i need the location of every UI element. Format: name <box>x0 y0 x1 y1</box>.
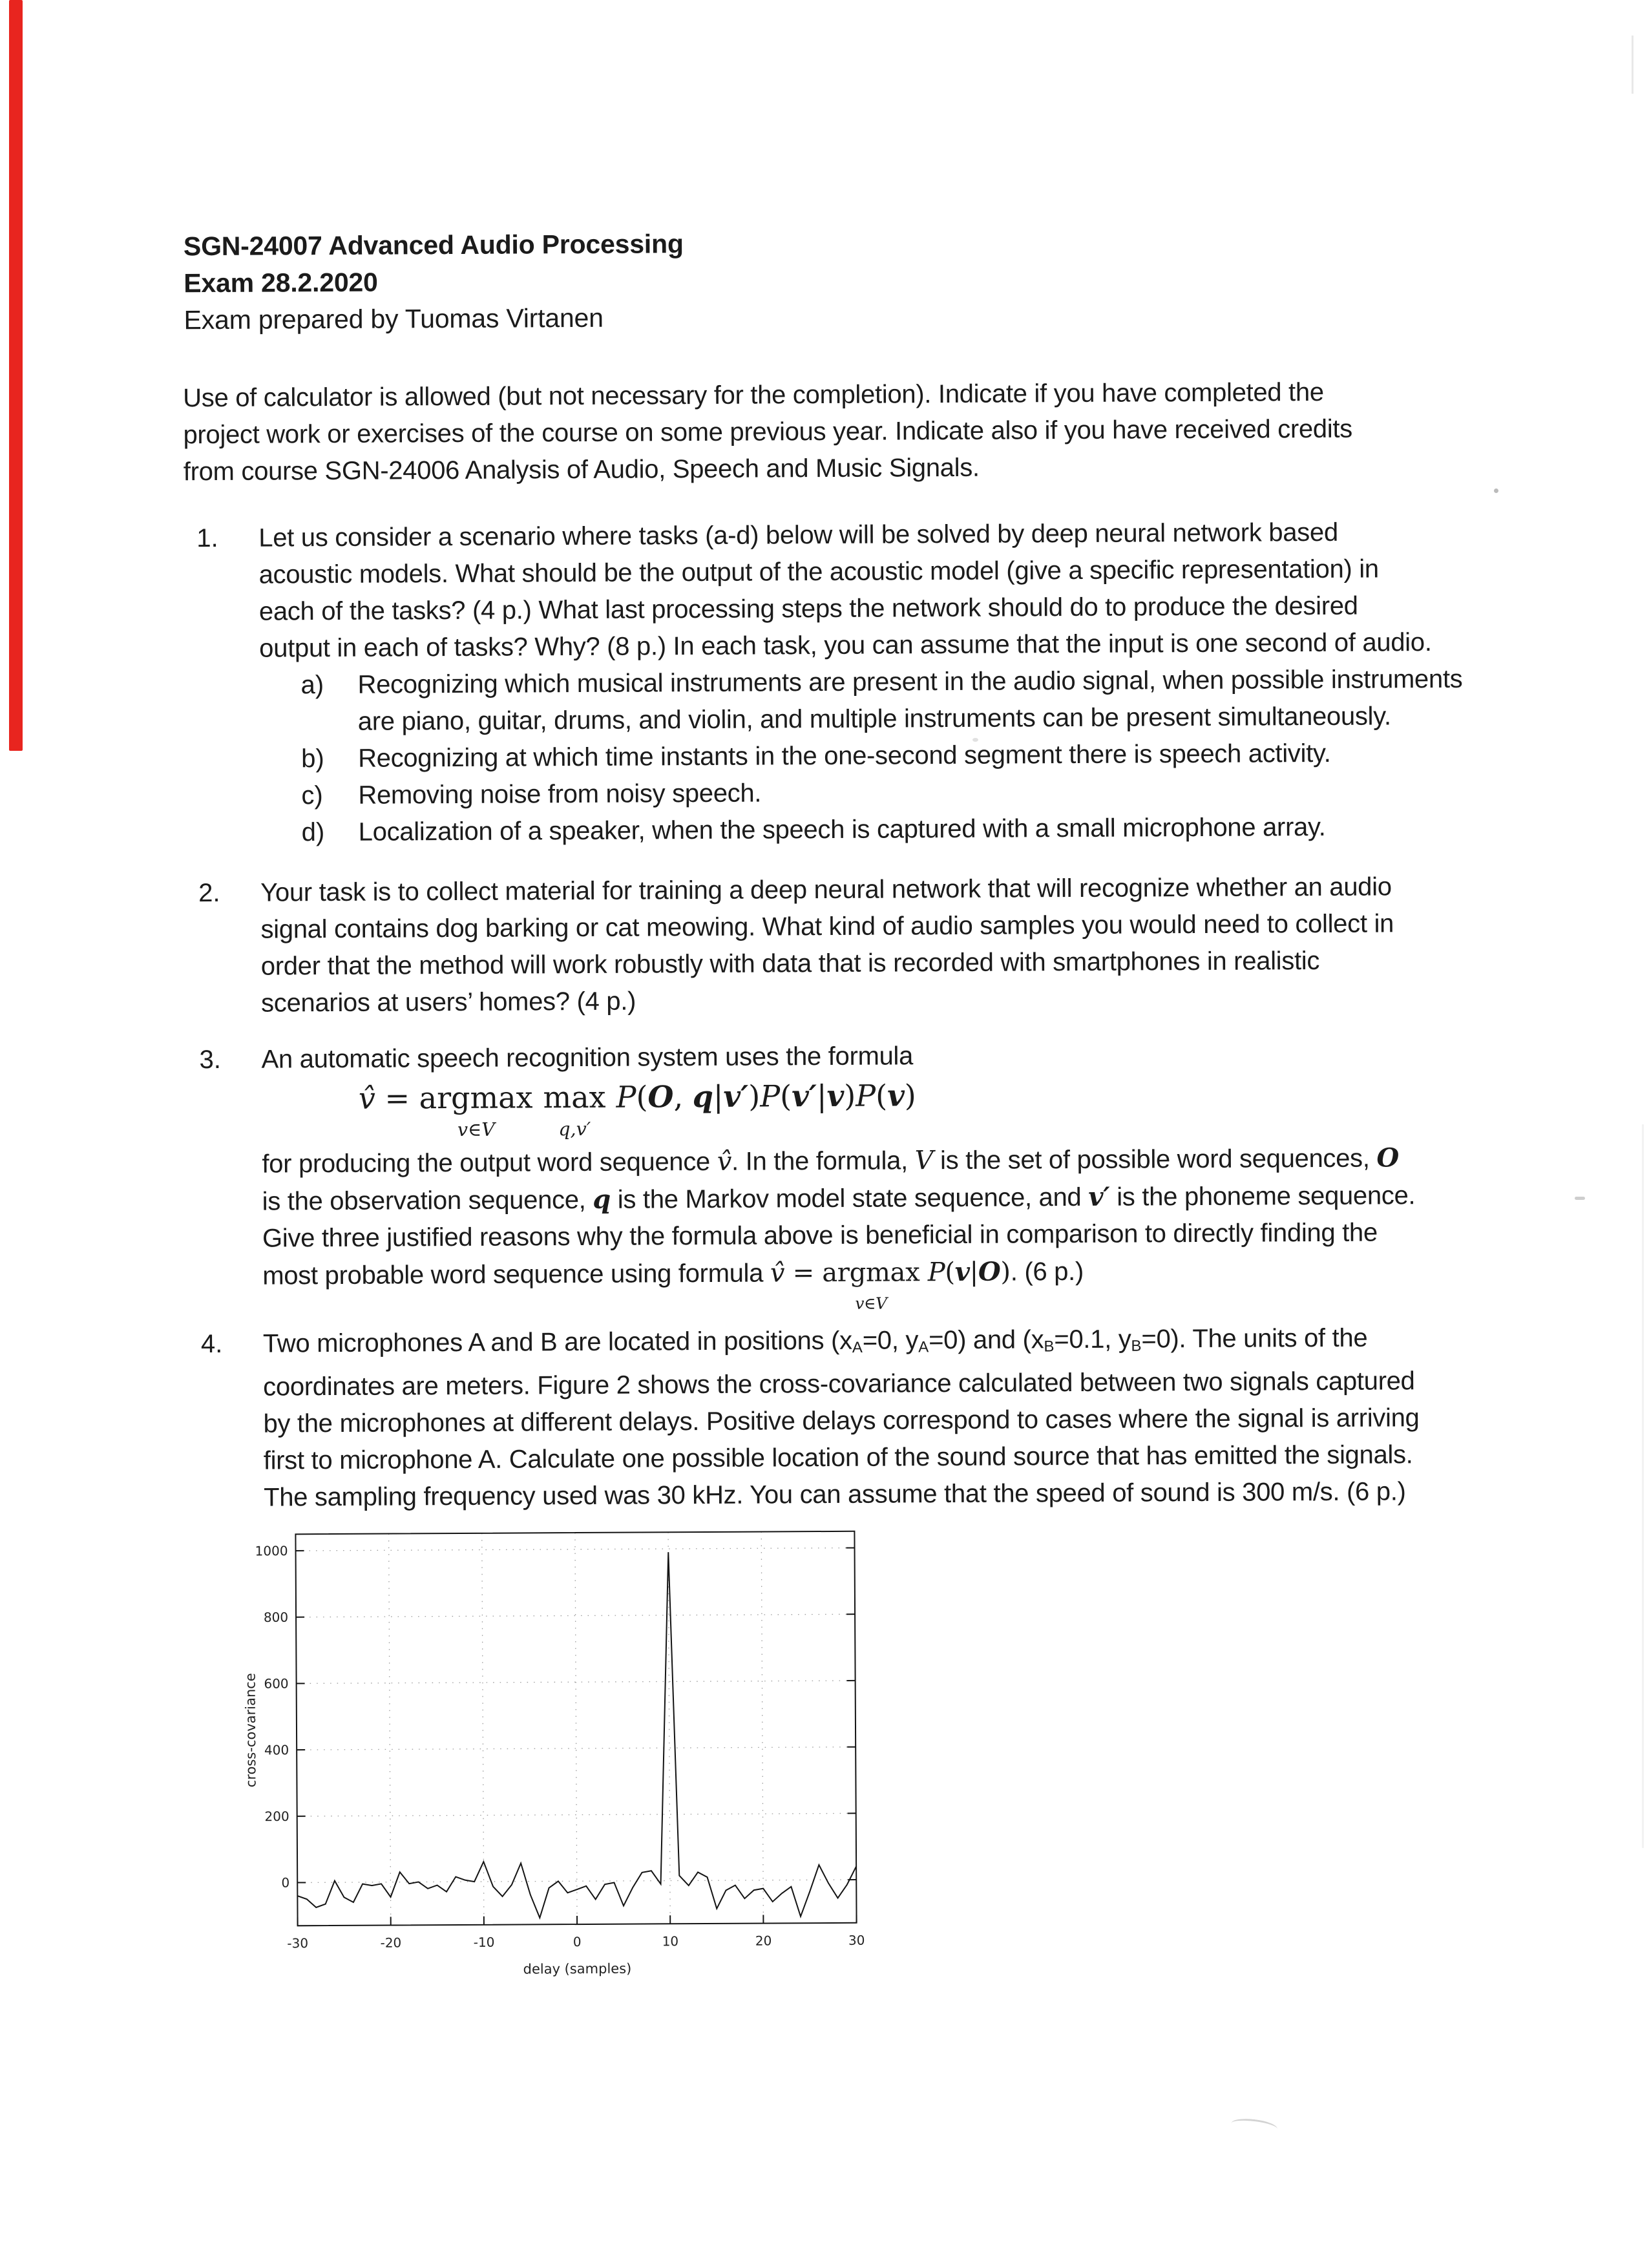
svg-text:400: 400 <box>264 1742 289 1758</box>
question-body <box>260 867 1649 1022</box>
question-body <box>263 1318 1649 1517</box>
svg-text:-10: -10 <box>473 1934 495 1951</box>
text-line: Localization of a speaker, when the speech is captured with a small microphone array. <box>358 812 1326 846</box>
text-line: output in each of tasks? Why? (8 p.) In each task, you can assume that the input is one second of audio. <box>259 628 1432 663</box>
argmax-subscript: v∈V <box>457 1118 495 1140</box>
svg-text:30: 30 <box>848 1932 865 1949</box>
scanner-red-stripe <box>9 0 23 751</box>
cross-covariance-plot <box>244 1524 892 1979</box>
svg-text:800: 800 <box>263 1610 289 1626</box>
text-line: Recognizing which musical instruments are present in the audio signal, when possible instruments <box>357 664 1463 699</box>
argmax-operator-inline <box>822 1254 920 1313</box>
argmax-text: argmax <box>822 1257 920 1288</box>
text-line: first to microphone A. Calculate one possible location of the sound source that has emitted the signals. <box>263 1440 1413 1475</box>
argmax-subscript: v∈V <box>855 1294 887 1313</box>
text-line: for producing the output word sequence v̂. In the formula, V is the set of possible word sequences, O <box>262 1142 1400 1179</box>
subitem-label: b) <box>301 744 324 773</box>
scan-artifact <box>1230 2117 1278 2136</box>
svg-text:0: 0 <box>572 1934 582 1950</box>
question-2 <box>5 867 1649 1023</box>
scan-artifact <box>1642 1124 1644 1848</box>
argmax-operator <box>419 1079 533 1140</box>
text-line: Give three justified reasons why the formula above is beneficial in comparison to directly finding the <box>262 1218 1378 1253</box>
text-line: order that the method will work robustly with data that is recorded with smartphones in realistic <box>260 947 1320 981</box>
exam-instructions <box>183 372 1649 490</box>
text-line: coordinates are meters. Figure 2 shows the cross-covariance calculated between two signals captured <box>263 1367 1415 1402</box>
subitem-label: a) <box>300 671 324 700</box>
argmax-text: argmax <box>419 1080 533 1116</box>
max-operator <box>543 1079 606 1140</box>
subitem-label: c) <box>301 781 323 810</box>
question-1 <box>3 512 1649 852</box>
text-line: by the microphones at different delays. Positive delays correspond to cases where the signal is arriving <box>263 1403 1420 1438</box>
formula-rhs: P(O, q|v′)P(v′|v)P(v) <box>616 1078 916 1115</box>
subitem-label: d) <box>301 818 325 847</box>
scan-artifact <box>1632 36 1633 94</box>
exam-header <box>182 0 1649 339</box>
text-line <box>262 1250 1649 1313</box>
text-line: Recognizing at which time instants in the one-second segment there is speech activity. <box>358 739 1331 773</box>
text-line: An automatic speech recognition system uses the formula <box>261 1042 914 1074</box>
question-4 <box>7 1318 1649 1518</box>
svg-text:1000: 1000 <box>255 1543 288 1559</box>
text-line: are piano, guitar, drums, and violin, and multiple instruments can be present simultaneously. <box>357 702 1391 736</box>
asr-formula <box>359 1073 1649 1139</box>
svg-text:-20: -20 <box>380 1935 402 1951</box>
text-line: Let us consider a scenario where tasks (a-d) below will be solved by deep neural network based <box>258 518 1338 552</box>
question-number: 2. <box>198 878 220 908</box>
text-line: Use of calculator is allowed (but not necessary for the completion). Indicate if you have completed the <box>183 377 1324 413</box>
text-line: Removing noise from noisy speech. <box>358 779 762 810</box>
prepared-by: Exam prepared by Tuomas Virtanen <box>184 302 604 335</box>
line-prefix: most probable word sequence using formula v̂ = <box>262 1258 823 1290</box>
scan-artifact <box>972 738 978 742</box>
max-text: max <box>543 1079 606 1115</box>
text-line: signal contains dog barking or cat meowing. What kind of audio samples you would need to collect in <box>260 909 1394 944</box>
svg-text:-30: -30 <box>287 1935 309 1951</box>
question-number: 4. <box>200 1329 223 1359</box>
text-line: Two microphones A and B are located in positions (xA=0, yA=0) and (xB=0.1, yB=0). The units of the <box>262 1323 1368 1358</box>
text-line: each of the tasks? (4 p.) What last processing steps the network should do to produce the desired <box>258 591 1358 626</box>
subitem-d <box>260 807 1649 851</box>
svg-text:delay (samples): delay (samples) <box>523 1960 632 1977</box>
math-equals: = <box>375 1080 419 1116</box>
text-line: project work or exercises of the course on some previous year. Indicate also if you have received credits <box>183 414 1353 450</box>
question-number: 3. <box>199 1045 222 1075</box>
text-line: scenarios at users’ homes? (4 p.) <box>261 987 636 1018</box>
svg-text:cross-covariance: cross-covariance <box>244 1673 259 1788</box>
scan-artifact <box>1494 488 1498 493</box>
max-subscript: q,v′ <box>558 1118 591 1140</box>
svg-text:600: 600 <box>264 1675 289 1692</box>
text-line: is the observation sequence, q is the Markov model state sequence, and v′ is the phoneme sequence. <box>262 1181 1416 1216</box>
question-body <box>261 1034 1649 1313</box>
svg-text:10: 10 <box>662 1933 679 1949</box>
svg-text:200: 200 <box>264 1809 289 1825</box>
question-3 <box>5 1034 1649 1313</box>
question-number: 1. <box>196 523 218 553</box>
text-line: acoustic models. What should be the output of the acoustic model (give a specific representation) in <box>258 554 1379 589</box>
subitem-a <box>259 660 1649 740</box>
text-line: Your task is to collect material for training a deep neural network that will recognize whether an audio <box>260 872 1392 907</box>
math-vhat: v̂ <box>358 1080 376 1116</box>
svg-text:0: 0 <box>281 1874 290 1891</box>
figure-2 <box>244 1520 1649 1982</box>
exam-date: Exam 28.2.2020 <box>184 267 378 299</box>
line-suffix: P(v|O). (6 p.) <box>919 1256 1084 1288</box>
question-body <box>258 512 1649 851</box>
text-line: from course SGN-24006 Analysis of Audio, Speech and Music Signals. <box>183 453 980 487</box>
text-line: The sampling frequency used was 30 kHz. You can assume that the speed of sound is 300 m/s. (6 p.) <box>264 1477 1406 1512</box>
scan-artifact <box>1575 1197 1585 1200</box>
svg-text:20: 20 <box>755 1933 772 1949</box>
course-title: SGN-24007 Advanced Audio Processing <box>183 229 684 262</box>
